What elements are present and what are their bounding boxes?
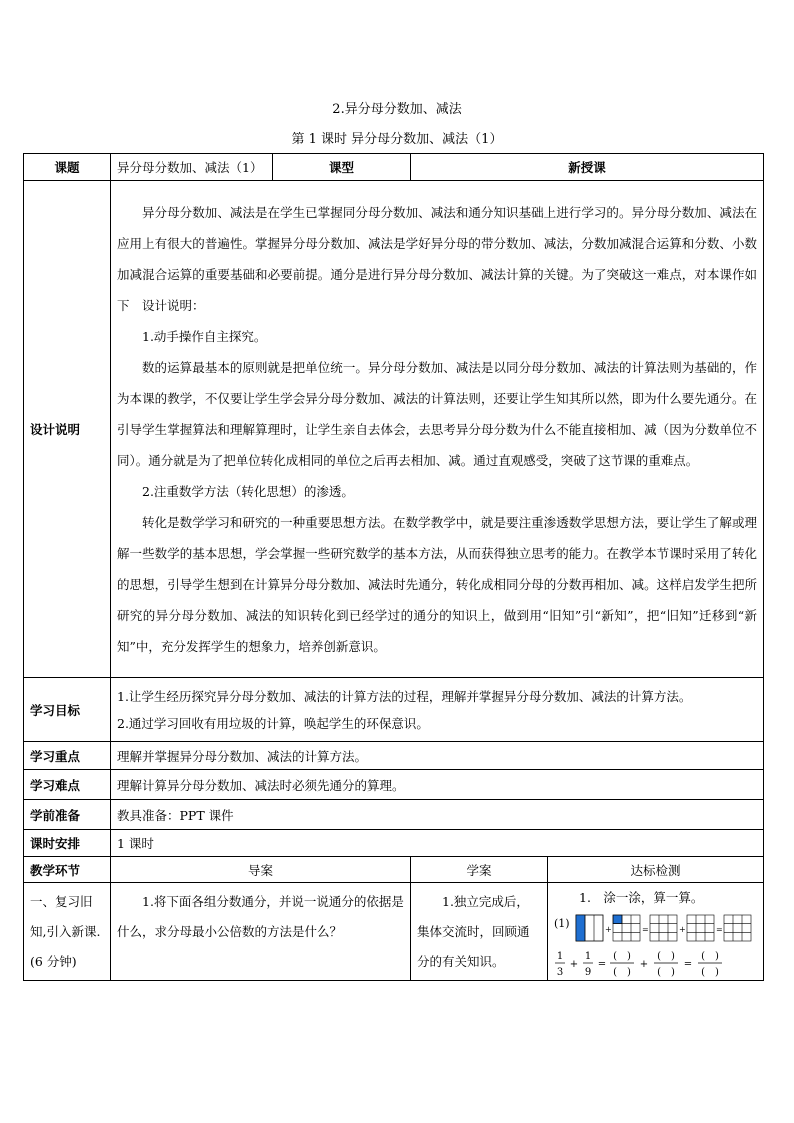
stage1-study-cell (411, 883, 548, 981)
fraction-exercise-figure (554, 913, 758, 979)
exercise-label: (1) (554, 917, 570, 930)
difficulty-value: 理解计算异分母分数加、减法时必须先通分的算理。 (111, 770, 764, 800)
stage1-label: 一、复习旧知,引入新课.(6 分钟) (30, 894, 101, 969)
stage1-guide: 1.将下面各组分数通分，并说一说通分的依据是什么，求分母最小公倍数的方法是什么？ (117, 894, 404, 939)
schedule-value: 1 课时 (111, 830, 764, 857)
stage1-label-cell (24, 883, 111, 981)
design-paragraph: 异分母分数加、减法是在学生已掌握同分母分数加、减法和通分知识基础上进行学习的。异分母分数加、减法在应用上有很大的普遍性。掌握异分母分数加、减法是学好异分母的带分数加、减法，分数加减混合运算和分数、小数加减混合运算的重要基础和必要前提。通分是进行异分母分数加、减法计算的关键。为了突破这一难点，对本课作如下 设计说明： (117, 204, 758, 313)
plus-sign: + (679, 925, 686, 934)
empty-grid (687, 915, 714, 941)
design-paragraph: 转化是数学学习和研究的一种重要思想方法。在数学教学中，就是要注重渗透数学思想方法，要让学生了解或理解一些数学的基本思想，学会掌握一些研究数学的基本方法，从而获得独立思考的能力。在教学本节课时采用了转化的思想，引导学生想到在计算异分母分数加、减法时先通分，转化成相同分母的分数再相加、减。这样启发学生把所研究的异分母分数加、减法的知识转化到已经学过的通分的知识上，做到用“旧知”引“新知”，把“旧知”迁移到“新知”中，充分发挥学生的想象力，培养创新意识。 (117, 514, 758, 654)
blank-numerator: ( ) (701, 951, 719, 962)
fraction-grid-ninths (613, 915, 640, 941)
guide-header: 导案 (111, 857, 411, 883)
plus-sign: + (639, 959, 649, 970)
schedule-label: 课时安排 (24, 830, 111, 857)
study-header: 学案 (411, 857, 548, 883)
blank-denominator: ( ) (701, 967, 719, 978)
topic-label: 课题 (24, 154, 111, 181)
fraction2-denominator: 9 (584, 967, 592, 978)
stage1-check-cell (548, 883, 764, 981)
empty-grid (650, 915, 677, 941)
preparation-label: 学前准备 (24, 800, 111, 830)
objective-item: 2.通过学习回收有用垃圾的计算，唤起学生的环保意识。 (117, 715, 429, 731)
design-paragraph: 1.动手操作自主探究。 (142, 328, 267, 344)
stage1-guide-cell (111, 883, 411, 981)
topic-value: 异分母分数加、减法（1） (111, 154, 273, 181)
difficulty-label: 学习难点 (24, 770, 111, 800)
equals-sign: = (716, 925, 723, 934)
equals-sign: = (642, 925, 649, 934)
check-header: 达标检测 (548, 857, 764, 883)
design-paragraph: 2.注重数学方法（转化思想）的渗透。 (142, 483, 354, 499)
stages-label: 教学环节 (24, 857, 111, 883)
section-title: 2.异分母分数加、减法 (332, 102, 462, 117)
equals-sign: = (597, 959, 607, 970)
design-paragraph: 数的运算最基本的原则就是把单位统一。异分母分数加、减法是以同分母分数加、减法的计算法则为基础的，作为本课的教学，不仅要让学生学会异分母分数加、减法的计算法则，还要让学生知其所以然，即为什么要先通分。在引导学生掌握算法和理解算理时，让学生亲自去体会，去思考异分母分数为什么不能直接相加、减（因为分数单位不同）。通分就是为了把单位转化成相同的单位之后再去相加、减。通过直观感受，突破了这节课的重难点。 (117, 359, 758, 468)
lesson-type-value: 新授课 (411, 154, 764, 181)
blank-numerator: ( ) (657, 951, 675, 962)
key-point-label: 学习重点 (24, 742, 111, 770)
lesson-type-label: 课型 (273, 154, 411, 181)
plus-sign: + (569, 959, 579, 970)
fraction2-numerator: 1 (584, 951, 592, 962)
objectives-label: 学习目标 (24, 678, 111, 742)
key-point-value: 理解并掌握异分母分数加、减法的计算方法。 (111, 742, 764, 770)
equals-sign: = (683, 959, 693, 970)
blank-numerator: ( ) (613, 951, 631, 962)
fraction1-numerator: 1 (556, 951, 564, 962)
empty-grid (724, 915, 751, 941)
stage1-study: 1.独立完成后，集体交流时，回顾通分的有关知识。 (417, 894, 530, 969)
objective-item: 1.让学生经历探究异分母分数加、减法的计算方法的过程，理解并掌握异分母分数加、减法的计算方法。 (117, 688, 692, 704)
fraction1-denominator: 3 (556, 967, 564, 978)
stage1-check-title: 1. 涂一涂，算一算。 (579, 890, 704, 905)
preparation-value: 教具准备：PPT 课件 (111, 800, 764, 830)
fraction-bar-thirds (576, 915, 603, 941)
blank-denominator: ( ) (613, 967, 631, 978)
lesson-subtitle: 第 1 课时 异分母分数加、减法（1） (291, 132, 503, 147)
objectives-content (111, 678, 764, 742)
lesson-plan-table (23, 153, 764, 981)
plus-sign: + (605, 925, 612, 934)
design-label: 设计说明 (24, 181, 111, 678)
blank-denominator: ( ) (657, 967, 675, 978)
design-description (111, 181, 764, 678)
